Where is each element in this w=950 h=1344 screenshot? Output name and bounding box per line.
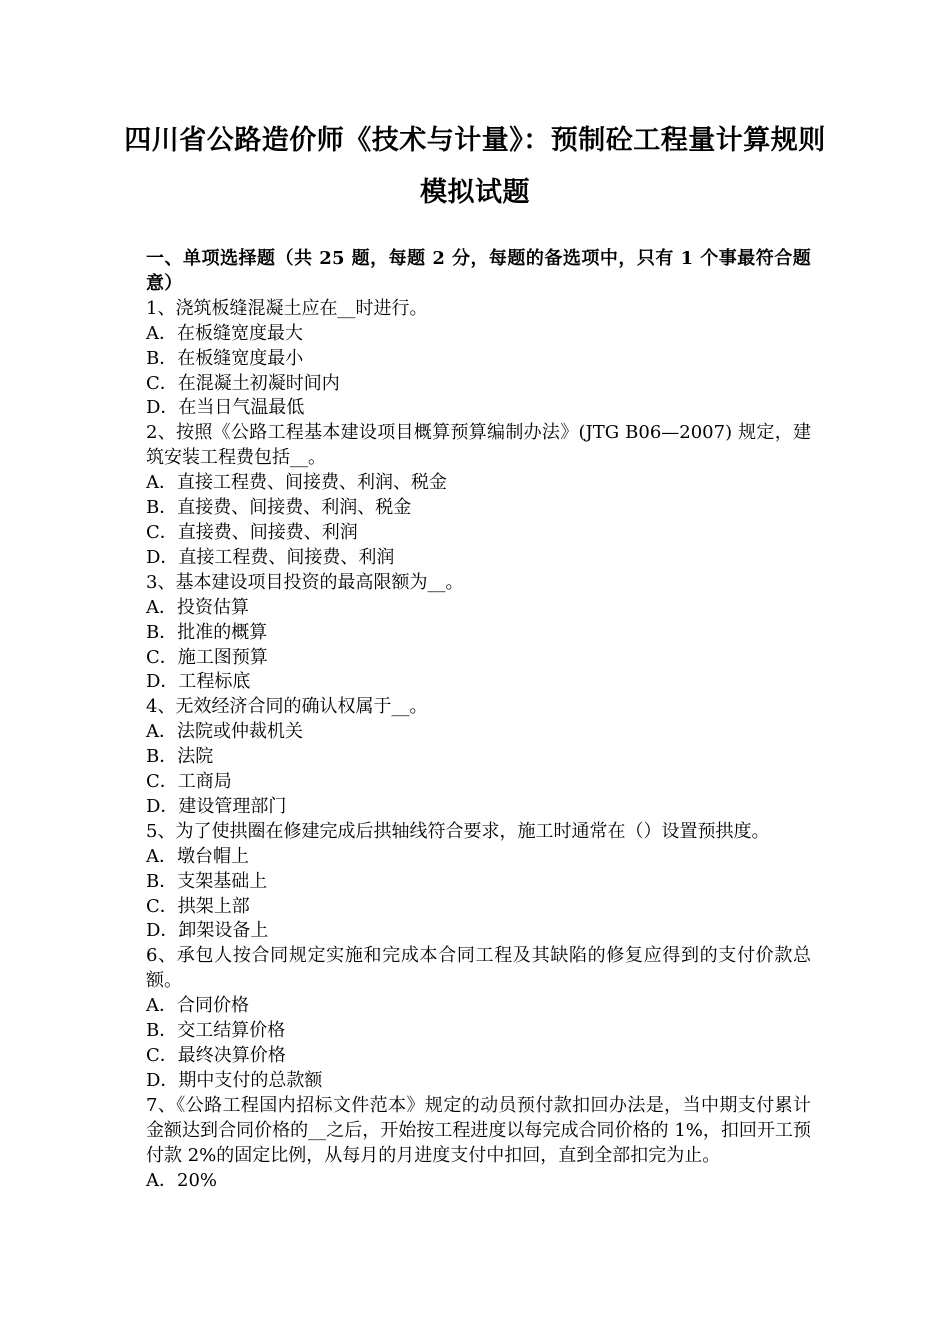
option-b: B．直接费、间接费、利润、税金 <box>146 497 412 519</box>
option-b: B．法院 <box>146 746 214 768</box>
option-d: D．工程标底 <box>146 671 251 693</box>
option-d: D．建设管理部门 <box>146 795 287 817</box>
question-stem: 5、为了使拱圈在修建完成后拱轴线符合要求，施工时通常在（）设置预拱度。 <box>146 820 770 842</box>
option-c: C．最终决算价格 <box>146 1045 286 1066</box>
option-a: A．20% <box>146 1169 218 1191</box>
option-a: A．墩台帽上 <box>146 845 249 867</box>
question-stem: 4、无效经济合同的确认权属于__。 <box>146 696 428 718</box>
question-stem: 7、《公路工程国内招标文件范本》规定的动员预付款扣回办法是，当中期支付累计金额达到合同价格的__之后，开始按工程进度以每完成合同价格的 1%，扣回开工预付款 2%的固定比例，从每月的月进度支付中扣回，直到全部扣完为止。 <box>146 1094 811 1166</box>
document-body <box>146 247 811 1193</box>
option-c: C．在混凝土初凝时间内 <box>146 372 340 394</box>
option-c: C．工商局 <box>146 771 232 793</box>
question-stem: 3、基本建设项目投资的最高限额为__。 <box>146 571 464 593</box>
option-d: D．卸架设备上 <box>146 920 269 942</box>
option-b: B．在板缝宽度最小 <box>146 347 304 369</box>
option-a: A．法院或仲裁机关 <box>146 721 303 743</box>
option-c: C．直接费、间接费、利润 <box>146 521 358 543</box>
question-stem: 2、按照《公路工程基本建设项目概算预算编制办法》(JTG B06—2007) 规定，建筑安装工程费包括__。 <box>146 422 811 469</box>
section-heading: 一、单项选择题（共 25 题，每题 2 分，每题的备选项中，只有 1 个事最符合题意） <box>146 248 811 294</box>
option-c: C．施工图预算 <box>146 646 268 668</box>
option-d: D．直接工程费、间接费、利润 <box>146 546 395 568</box>
option-b: B．批准的概算 <box>146 621 268 643</box>
option-b: B．支架基础上 <box>146 870 268 892</box>
option-a: A．投资估算 <box>146 596 249 618</box>
option-d: D．期中支付的总款额 <box>146 1069 323 1091</box>
question-stem: 6、承包人按合同规定实施和完成本合同工程及其缺陷的修复应得到的支付价款总额。 <box>146 945 811 992</box>
option-d: D．在当日气温最低 <box>146 397 305 419</box>
question-stem: 1、浇筑板缝混凝土应在__时进行。 <box>146 297 428 319</box>
option-a: A．直接工程费、间接费、利润、税金 <box>146 472 447 494</box>
option-b: B．交工结算价格 <box>146 1020 286 1042</box>
document-title-line2: 模拟试题 <box>420 177 530 208</box>
document-title-line1: 四川省公路造价师《技术与计量》：预制砼工程量计算规则 <box>124 125 826 156</box>
option-a: A．在板缝宽度最大 <box>146 322 303 344</box>
option-c: C．拱架上部 <box>146 895 250 917</box>
option-a: A．合同价格 <box>146 995 249 1017</box>
